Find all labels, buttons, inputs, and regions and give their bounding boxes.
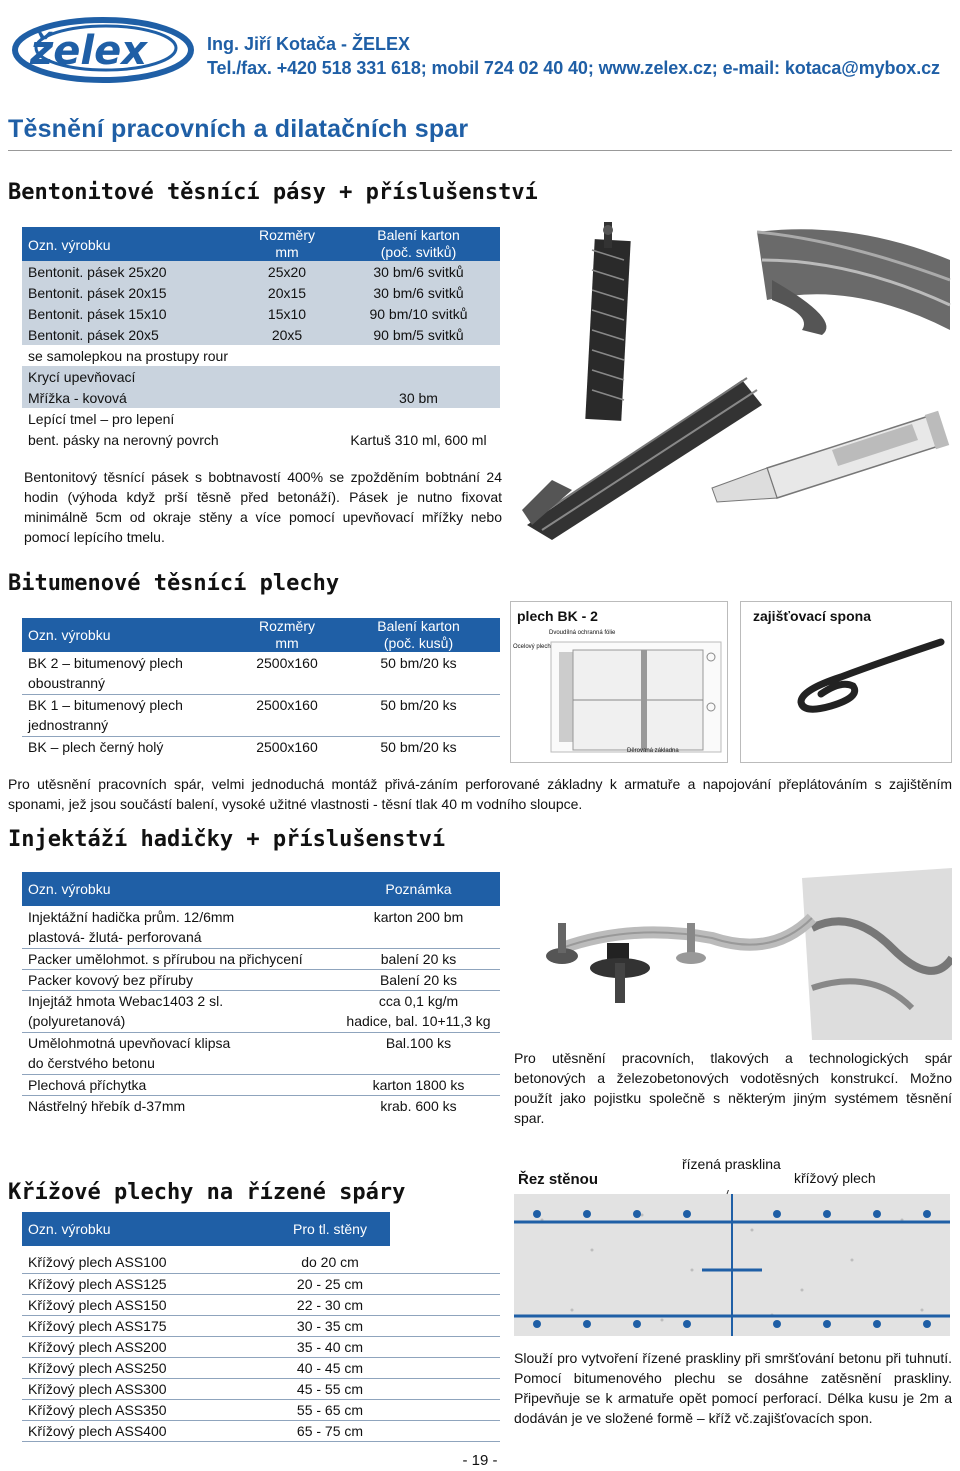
crossplate-table [22,1212,500,1442]
label-steel: Ocelový plech [513,644,551,650]
table-row: Plechová příchytka karton 1800 ks [22,1074,500,1095]
logo-text: želex [30,28,148,74]
table-row: se samolepkou na prostupy rour [28,347,228,364]
clip-photo [740,601,952,763]
col-header: Balení karton (poč. svitků) [337,227,500,261]
injection-description: Pro utěsnění pracovních, tlakových a technologických spár betonových a železobetonových vodotěsných konstrukcí. Možno použít jako pojistku společně s některým jiným systémem těsnění spar. [514,1050,952,1126]
table-row: Bentonit. pásek 25x20 25x20 30 bm/6 svitků [22,261,500,282]
page-title: Těsnění pracovních a dilatačních spar [8,115,469,143]
col-header: Ozn. výrobku [22,227,237,261]
table-row: (polyuretanová) hadice, bal. 10+11,3 kg [22,1011,500,1032]
bitumen-description: Pro utěsnění pracovních spár, velmi jednoduchá montáž přivá-záním perforované základny k armatuře a napojování přeplátováním s zajištěním sponami, jež jsou součástí balení, vysoké užitné vlastnosti - těsní tlak 40 m vodního sloupce. [8,776,952,812]
table-row: Injektážní hadička prům. 12/6mm karton 200 bm [28,908,464,925]
col-header: Balení karton (poč. kusů) [337,618,500,652]
diagram-plate-label: křížový plech [794,1170,876,1186]
table-row: Bentonit. pásek 20x15 20x15 30 bm/6 svitků [22,282,500,303]
table-row: jednostranný [22,715,500,736]
divider [8,150,952,151]
label-base: Děrovaná základna [627,748,679,754]
table-row: Křížový plech ASS125 20 - 25 cm [22,1273,500,1294]
table-row: Nástřelný hřebík d-37mm krab. 600 ks [28,1097,457,1114]
bk2-caption: plech BK - 2 [517,608,598,624]
diagram-section-label: Řez stěnou [518,1171,599,1188]
injection-table [22,872,500,1116]
crossplate-description: Slouží pro vytvoření řízené praskliny při smršťování betonu při tuhnutí. Pomocí bitumenového plechu se dosáhne zatěsnění praskliny. Připevňuje se k armatuře opět pomocí perforací. Délka kusu je 2m a dodáván je ve složené formě – kříž vč.zajišťovacích spon. [514,1350,952,1426]
diagram-crack-label: řízená prasklina [682,1156,781,1172]
bentonit-table [22,227,500,450]
table-row: Křížový plech ASS400 65 - 75 cm [22,1420,500,1441]
table-row: Křížový plech ASS350 55 - 65 cm [22,1399,500,1420]
table-row: Umělohmotná upevňovací klipsa Bal.100 ks [28,1034,452,1051]
col-header: Rozměry mm [237,618,337,652]
company-name: Ing. Jiří Kotača - ŽELEX [207,34,411,54]
bk2-plate-diagram [510,601,728,763]
col-header: Rozměry mm [237,227,337,261]
company-logo [8,8,198,88]
bentonit-description: Bentonitový těsnící pásek s bobtnavostí 400% se zpožděním bobtnání 24 hodin (výhoda když prší těsně před betonáží). Pásek je nutno fixovat minimálně 5cm od okraje stěny a více pomocí upevňovací mřížky nebo pomocí lepícího tmelu. [24,469,502,545]
table-row: Injejtáž hmota Webac1403 2 sl. cca 0,1 kg/m [28,992,459,1009]
table-row: Křížový plech ASS250 40 - 45 cm [22,1357,500,1378]
table-row: Bentonit. pásek 20x5 20x5 90 bm/5 svitků [22,324,500,345]
table-row: plastová- žlutá- perforovaná [22,927,500,948]
wall-section-diagram [512,1190,952,1340]
section-title-crossplate: Křížové plechy na řízené spáry [8,1180,406,1205]
bitumen-table [22,618,500,757]
table-row: BK – plech černý holý 2500x160 50 bm/20 ks [28,738,457,755]
col-header: Poznámka [337,872,500,906]
table-row: Křížový plech ASS175 30 - 35 cm [22,1315,500,1336]
bentonit-products-photo [512,220,952,540]
table-row: do čerstvého betonu [22,1053,500,1074]
table-row: Křížový plech ASS100 do 20 cm [22,1252,500,1273]
table-row: Křížový plech ASS150 22 - 30 cm [22,1294,500,1315]
col-header: Pro tl. stěny [270,1212,390,1246]
table-row: Krycí upevňovací [22,366,500,387]
col-header: Ozn. výrobku [22,872,337,906]
table-row: oboustranný [22,673,500,694]
table-row: Křížový plech ASS300 45 - 55 cm [22,1378,500,1399]
injection-photo [512,868,952,1040]
table-row: Packer kovový bez příruby Balení 20 ks [22,969,500,990]
table-row: Mřížka - kovová 30 bm [22,387,500,408]
table-row: BK 1 – bitumenový plech 2500x160 50 bm/20 ks [28,696,457,713]
col-header: Ozn. výrobku [22,1212,270,1246]
section-title-injection: Injektáží hadičky + příslušenství [8,827,446,852]
table-row: BK 2 – bitumenový plech 2500x160 50 bm/20 ks [28,654,457,671]
section-title-bitumen: Bitumenové těsnící plechy [8,571,340,596]
table-row: Packer umělohmot. s přírubou na přichycení balení 20 ks [22,948,500,969]
table-row: Lepící tmel – pro lepení [28,410,175,427]
clip-caption: zajišťovací spona [753,608,871,624]
contact-line: Tel./fax. +420 518 331 618; mobil 724 02 40 40; www.zelex.cz; e-mail: kotaca@mybox.cz [207,58,940,78]
table-row: Křížový plech ASS200 35 - 40 cm [22,1336,500,1357]
label-foil: Dvoudílná ochranná fólie [549,630,616,636]
col-header: Ozn. výrobku [22,618,237,652]
table-row: bent. pásky na nerovný povrch Kartuš 310 ml, 600 ml [28,431,487,448]
section-title-bentonit: Bentonitové těsnící pásy + příslušenství [8,180,538,205]
page-number: - 19 - [462,1452,498,1469]
table-row: Bentonit. pásek 15x10 15x10 90 bm/10 svitků [22,303,500,324]
